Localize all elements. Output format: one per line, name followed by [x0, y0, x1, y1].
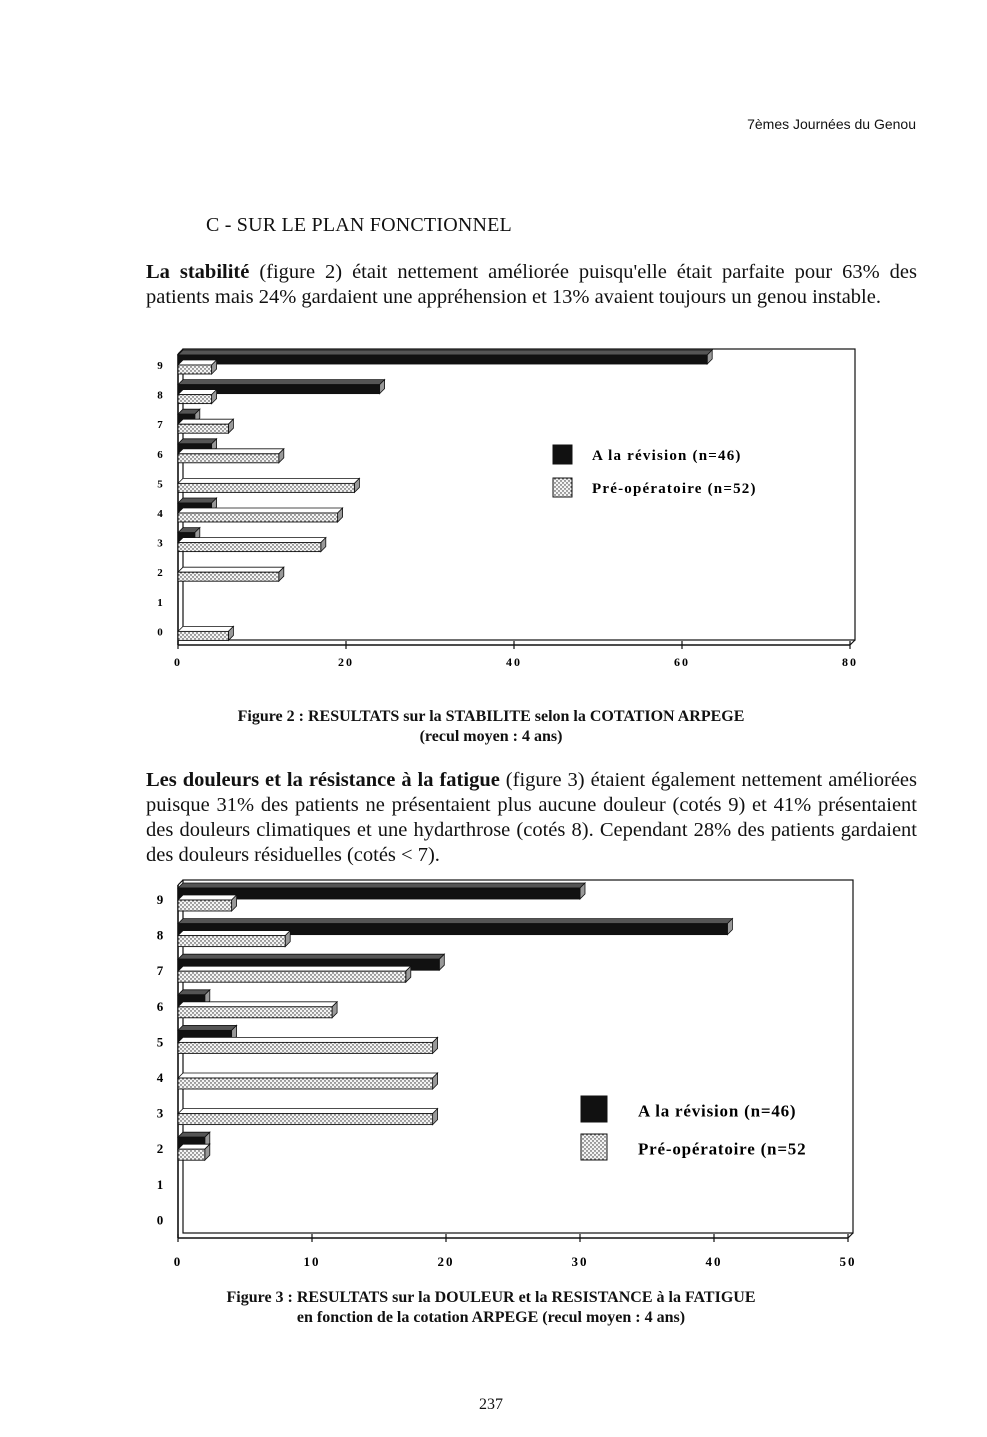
running-header: 7èmes Journées du Genou [747, 116, 916, 132]
fig2-bar-top-face [178, 626, 233, 631]
fig3-bar-front [178, 1149, 205, 1160]
fig2-category-label: 4 [157, 508, 163, 520]
fig3-bar-top-face [178, 1073, 438, 1078]
fig3-legend-label: Pré-opératoire (n=52 [638, 1139, 807, 1159]
fig2-category-label: 3 [157, 537, 163, 550]
fig2-bar-front [178, 355, 707, 364]
figure-2-chart [157, 349, 858, 669]
fig2-category-label: 8 [157, 389, 163, 402]
fig3-bar-top-face [178, 1002, 337, 1007]
fig3-legend-label: A la révision (n=46) [638, 1101, 797, 1121]
fig3-category-label: 1 [156, 1176, 164, 1192]
fig3-bar-top-face [178, 895, 237, 900]
fig2-bar-front [178, 424, 228, 433]
page-number: 237 [479, 1396, 503, 1413]
fig3-bar-front [178, 971, 406, 982]
figure-3-caption-line2: en fonction de la cotation ARPEGE (recul moyen : 4 ans) [296, 1309, 686, 1326]
fig2-x-tick-label: 0 [174, 655, 182, 669]
fig2-bar-preop [178, 538, 326, 552]
fig2-bar-preop [178, 626, 233, 640]
fig3-bar-top-face [178, 919, 732, 924]
fig3-bar-top-face [178, 966, 411, 971]
fig2-bar-front [178, 454, 279, 463]
fig3-bar-preop [178, 1002, 337, 1018]
fig3-bar-front [178, 888, 580, 899]
fig3-bar-preop [178, 1144, 210, 1160]
fig3-category-label: 3 [156, 1105, 164, 1121]
fig3-bar-top-face [178, 1037, 438, 1042]
fig3-bar-front [178, 1007, 332, 1018]
fig3-bar-front [178, 1114, 433, 1125]
fig3-bar-top-face [178, 954, 444, 959]
fig2-bar-top-face [178, 508, 343, 513]
fig2-bar-top-face [178, 538, 326, 543]
paragraph-pain-text: (figure 3) étaient également nettement améliorées puisque 31% des patients ne présentaient plus aucune douleur (cotés 9) et 41% présentaient des douleurs climatiques et une hydarthrose (cotés 8). Cependant 28% des patients gardaient des douleurs résiduelles (cotés < 7). [146, 769, 917, 866]
figure-2-caption-line1: Figure 2 : RESULTATS sur la STABILITE selon la COTATION ARPEGE [237, 708, 745, 725]
fig2-bar-front [178, 543, 321, 552]
fig2-bar-front [178, 483, 354, 492]
fig3-category-label: 4 [156, 1070, 164, 1085]
fig3-category-label: 6 [156, 998, 164, 1014]
fig2-legend-label: Pré-opératoire (n=52) [592, 480, 757, 497]
fig2-bar-top-face [178, 439, 217, 444]
fig2-bar-front [178, 365, 212, 374]
figure-3-chart [157, 880, 857, 1269]
fig3-bar-top-face [178, 1109, 438, 1114]
fig2-x-tick-label: 20 [338, 655, 354, 669]
fig3-category-label: 7 [156, 963, 164, 979]
fig3-bar-front [178, 936, 285, 947]
fig2-bar-preop [178, 567, 284, 581]
fig2-category-label: 7 [157, 419, 163, 432]
fig2-bar-preop [178, 449, 284, 463]
paragraph-stability-text: (figure 2) était nettement améliorée puisqu'elle était parfaite pour 63% des patients mais 24% gardaient une appréhension et 13% avaient toujours un genou instable. [146, 261, 917, 308]
fig2-legend-swatch [553, 478, 572, 497]
fig3-category-label: 5 [156, 1034, 164, 1050]
fig2-legend-label: A la révision (n=46) [592, 447, 742, 464]
fig2-frame-corner-right [850, 640, 855, 645]
fig3-bar-preop [178, 895, 237, 911]
fig2-bar-preop [178, 478, 359, 492]
fig2-bar-top-face [178, 360, 217, 365]
fig3-category-label: 9 [156, 892, 164, 907]
fig3-bar-top-face [178, 1025, 237, 1030]
fig2-category-label: 1 [157, 596, 163, 609]
fig3-legend-swatch [581, 1134, 607, 1160]
fig3-bar-top-face [178, 883, 585, 888]
fig2-bar-top-face [178, 567, 284, 572]
fig3-bar-top-face [178, 931, 290, 936]
fig3-bar-front [178, 1078, 433, 1089]
fig2-category-label: 6 [157, 448, 163, 461]
section-title: C - SUR LE PLAN FONCTIONNEL [206, 214, 512, 236]
fig2-bar-front [178, 572, 279, 581]
paragraph-stability-lead: La stabilité [146, 261, 250, 283]
fig3-category-label: 2 [156, 1141, 164, 1157]
fig3-legend [581, 1096, 806, 1160]
fig2-x-tick-label: 60 [674, 655, 690, 669]
fig2-bar-preop [178, 390, 217, 404]
fig2-bar-front [178, 513, 338, 522]
fig3-legend-swatch [581, 1096, 607, 1122]
fig3-x-tick-label: 10 [303, 1254, 321, 1269]
fig2-x-tick-label: 40 [506, 655, 522, 669]
fig3-bar-front [178, 1042, 433, 1053]
fig2-category-label: 0 [157, 626, 163, 639]
fig2-legend [553, 445, 757, 497]
fig3-category-label: 0 [156, 1212, 164, 1228]
fig3-bar-front [178, 900, 232, 911]
fig2-bar-revision [178, 350, 712, 364]
fig3-bar-preop [178, 966, 411, 982]
fig2-bar-top-face [178, 478, 359, 483]
fig3-x-tick-label: 30 [571, 1254, 589, 1269]
figure-2-caption [146, 707, 836, 747]
fig2-bar-preop [178, 508, 343, 522]
figure-3-caption-line1: Figure 3 : RESULTATS sur la DOULEUR et la RESISTANCE à la FATIGUE [226, 1289, 756, 1306]
fig3-bar-revision [178, 883, 585, 899]
fig2-bar-top-face [178, 419, 233, 424]
fig2-bar-front [178, 631, 228, 640]
fig3-bar-preop [178, 1037, 438, 1053]
fig2-bar-top-face [178, 350, 712, 355]
fig3-bar-preop [178, 1109, 438, 1125]
fig2-bar-front [178, 395, 212, 404]
fig2-bar-top-face [178, 390, 217, 395]
fig2-bar-top-face [178, 498, 217, 503]
fig2-category-label: 2 [157, 567, 163, 580]
fig3-x-tick-label: 0 [173, 1254, 183, 1269]
figure-3-caption [146, 1288, 836, 1328]
fig3-x-tick-label: 50 [839, 1254, 857, 1269]
fig2-bar-top-face [178, 380, 385, 385]
fig3-x-tick-label: 40 [705, 1254, 723, 1269]
fig2-bar-top-face [178, 449, 284, 454]
fig2-bar-preop [178, 419, 233, 433]
paragraph-pain [146, 768, 917, 868]
fig2-legend-swatch [553, 445, 572, 464]
fig2-x-tick-label: 80 [842, 655, 858, 669]
fig2-bar-preop [178, 360, 217, 374]
fig3-bar-preop [178, 1073, 438, 1089]
fig3-bar-preop [178, 931, 290, 947]
fig2-category-label: 5 [157, 478, 163, 491]
paragraph-pain-lead: Les douleurs et la résistance à la fatigue [146, 769, 500, 791]
fig3-x-tick-label: 20 [437, 1254, 455, 1269]
fig3-frame-corner-right [848, 1233, 853, 1238]
fig3-category-label: 8 [156, 927, 164, 943]
fig2-category-label: 9 [157, 360, 163, 372]
figure-2-caption-line2: (recul moyen : 4 ans) [419, 728, 563, 745]
